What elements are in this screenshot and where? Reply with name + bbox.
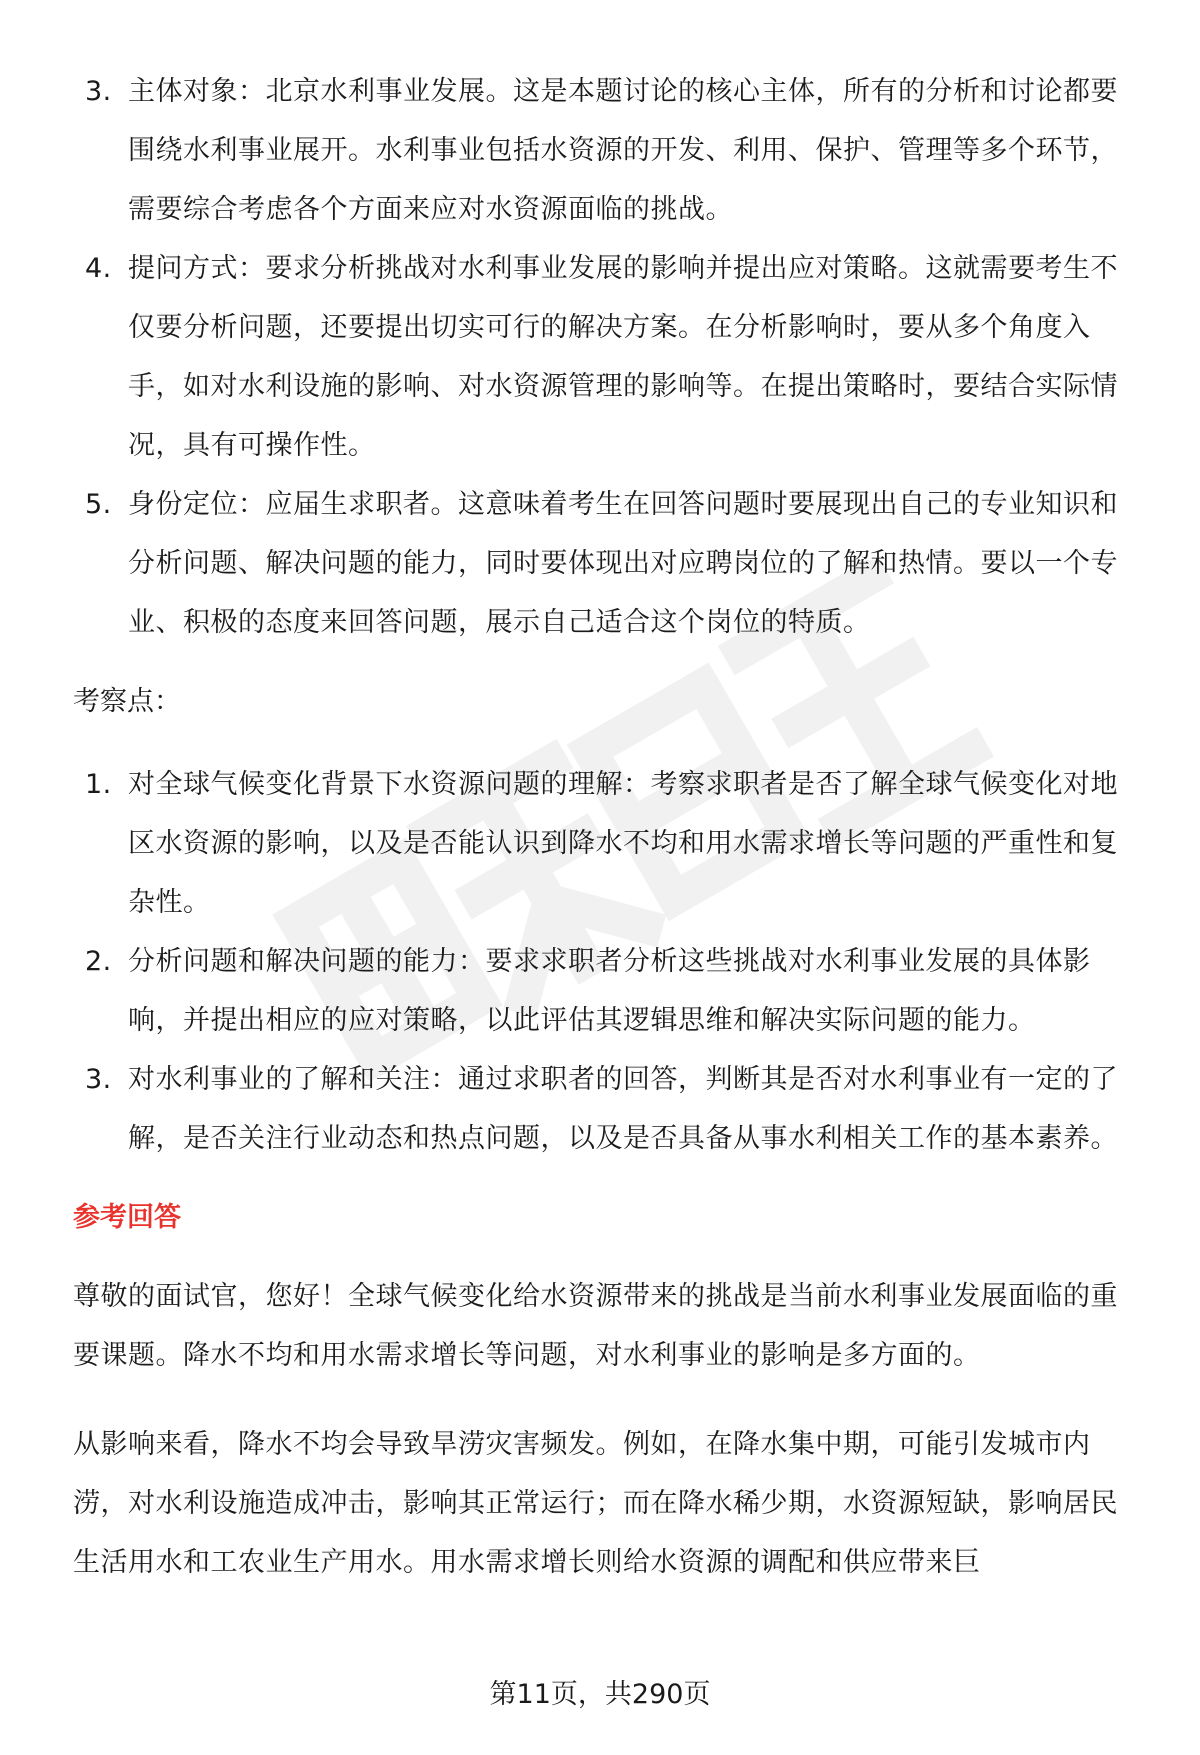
- list-text: 提问方式：要求分析挑战对水利事业发展的影响并提出应对策略。这就需要考生不仅要分析问题，还要提出切实可行的解决方案。在分析影响时，要从多个角度入手，如对水利设施的影响、对水资源管理的影响等。在提出策略时，要结合实际情况，具有可操作性。: [128, 253, 1118, 461]
- list-number: 4.: [85, 253, 112, 284]
- list-item: [73, 755, 1143, 932]
- analysis-list: [73, 62, 1143, 652]
- list-text: 主体对象：北京水利事业发展。这是本题讨论的核心主体，所有的分析和讨论都要围绕水利事业展开。水利事业包括水资源的开发、利用、保护、管理等多个环节，需要综合考虑各个方面来应对水资源面临的挑战。: [128, 76, 1118, 225]
- page-footer: 第11页，共290页: [489, 1679, 711, 1710]
- list-item: [73, 239, 1143, 475]
- list-number: 2.: [85, 946, 112, 977]
- answer-heading: 参考回答: [73, 1202, 181, 1233]
- list-number: 1.: [85, 769, 112, 800]
- list-item: [73, 1050, 1143, 1168]
- list-item: [73, 932, 1143, 1050]
- kaocha-list: [73, 755, 1143, 1168]
- list-item: [73, 62, 1143, 239]
- list-text: 身份定位：应届生求职者。这意味着考生在回答问题时要展现出自己的专业知识和分析问题、解决问题的能力，同时要体现出对应聘岗位的了解和热情。要以一个专业、积极的态度来回答问题，展示自己适合这个岗位的特质。: [128, 489, 1118, 638]
- list-text: 对全球气候变化背景下水资源问题的理解：考察求职者是否了解全球气候变化对地区水资源的影响，以及是否能认识到降水不均和用水需求增长等问题的严重性和复杂性。: [128, 769, 1118, 918]
- list-text: 对水利事业的了解和关注：通过求职者的回答，判断其是否对水利事业有一定的了解，是否关注行业动态和热点问题，以及是否具备从事水利相关工作的基本素养。: [128, 1064, 1118, 1154]
- list-number: 5.: [85, 489, 112, 520]
- list-item: [73, 475, 1143, 652]
- answer-paragraph: 从影响来看，降水不均会导致旱涝灾害频发。例如，在降水集中期，可能引发城市内涝，对水利设施造成冲击，影响其正常运行；而在降水稀少期，水资源短缺，影响居民生活用水和工农业生产用水。用水需求增长则给水资源的调配和供应带来巨: [73, 1429, 1118, 1578]
- list-number: 3.: [85, 1064, 112, 1095]
- list-text: 分析问题和解决问题的能力：要求求职者分析这些挑战对水利事业发展的具体影响，并提出相应的应对策略，以此评估其逻辑思维和解决实际问题的能力。: [128, 946, 1091, 1036]
- answer-paragraph: 尊敬的面试官，您好！全球气候变化给水资源带来的挑战是当前水利事业发展面临的重要课题。降水不均和用水需求增长等问题，对水利事业的影响是多方面的。: [73, 1281, 1118, 1371]
- kaocha-label: 考察点：: [73, 686, 181, 717]
- list-number: 3.: [85, 76, 112, 107]
- document-body: [73, 62, 1143, 1592]
